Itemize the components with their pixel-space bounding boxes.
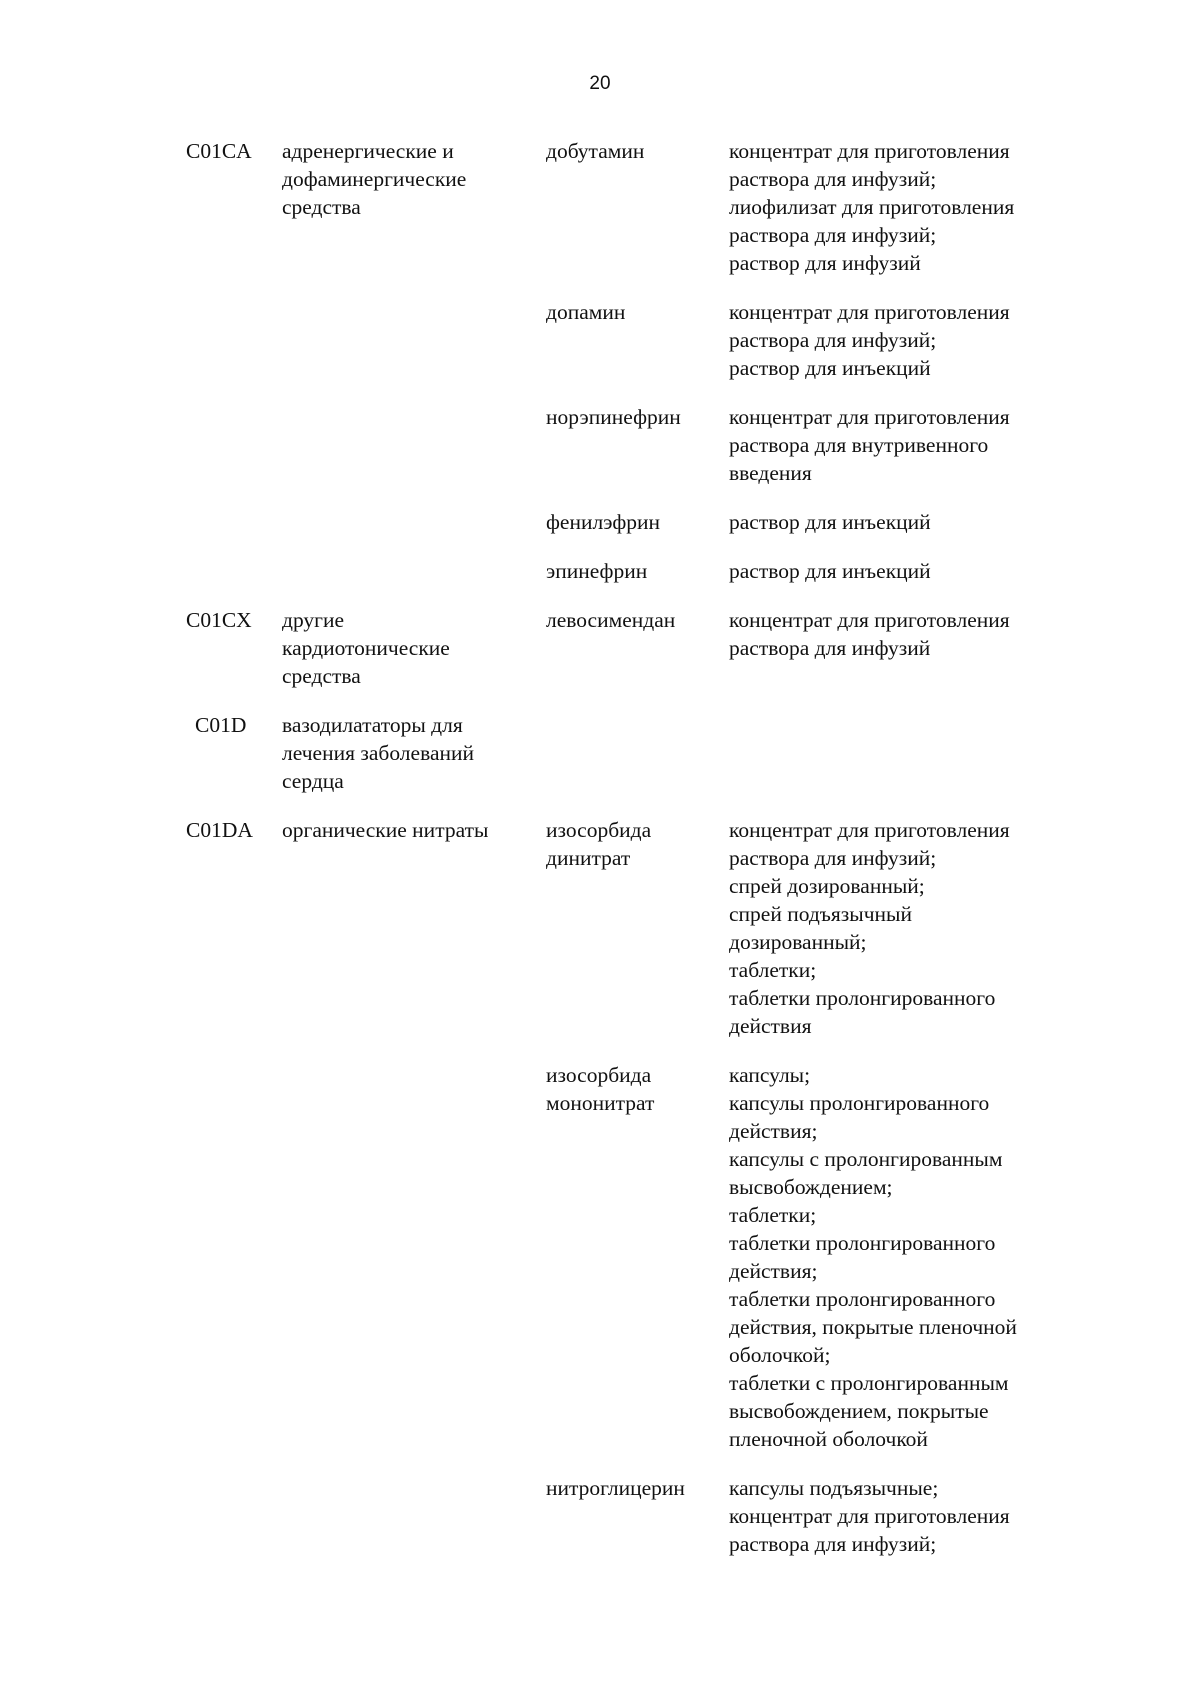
dosage-form-line: действия xyxy=(729,1014,812,1038)
drug-name-line: допамин xyxy=(546,300,626,324)
drug-name-line: норэпинефрин xyxy=(546,405,681,429)
dosage-form-line: спрей подъязычный xyxy=(729,902,913,926)
drug-name xyxy=(546,508,721,536)
table-row xyxy=(0,1061,1200,1453)
table-row xyxy=(0,606,1200,690)
dosage-forms xyxy=(729,137,1059,277)
dosage-form-line: раствор для инъекций xyxy=(729,559,931,583)
dosage-form-line: введения xyxy=(729,461,812,485)
table-row xyxy=(0,711,1200,795)
drug-name-line: фенилэфрин xyxy=(546,510,661,534)
drug-name-line: изосорбида xyxy=(546,1063,652,1087)
table-row xyxy=(0,557,1200,585)
drug-name xyxy=(546,1061,721,1117)
drug-name xyxy=(546,1474,721,1502)
dosage-form-line: действия; xyxy=(729,1259,818,1283)
dosage-form-line: раствора для инфузий; xyxy=(729,328,937,352)
dosage-form-line: капсулы подъязычные; xyxy=(729,1476,939,1500)
dosage-form-line: действия; xyxy=(729,1119,818,1143)
dosage-form-line: концентрат для приготовления xyxy=(729,139,1010,163)
atc-code: C01D xyxy=(195,713,247,737)
group-name-line: адренергические и xyxy=(282,139,454,163)
group-name-line: другие xyxy=(282,608,345,632)
dosage-forms xyxy=(729,557,1059,585)
table-row xyxy=(0,403,1200,487)
dosage-form-line: раствора для инфузий; xyxy=(729,846,937,870)
dosage-forms xyxy=(729,1474,1059,1558)
dosage-form-line: раствора для инфузий xyxy=(729,636,931,660)
dosage-form-line: капсулы; xyxy=(729,1063,811,1087)
drug-name-line: добутамин xyxy=(546,139,645,163)
dosage-form-line: оболочкой; xyxy=(729,1343,831,1367)
group-name-line: средства xyxy=(282,195,361,219)
group-name-line: средства xyxy=(282,664,361,688)
group-name xyxy=(282,606,537,690)
group-name-line: кардиотонические xyxy=(282,636,450,660)
dosage-form-line: концентрат для приготовления xyxy=(729,818,1010,842)
group-name-line: органические нитраты xyxy=(282,818,489,842)
dosage-form-line: концентрат для приготовления xyxy=(729,300,1010,324)
dosage-form-line: раствора для внутривенного xyxy=(729,433,989,457)
atc-code: C01CX xyxy=(186,608,252,632)
dosage-form-line: капсулы с пролонгированным xyxy=(729,1147,1003,1171)
dosage-form-line: таблетки; xyxy=(729,958,817,982)
dosage-form-line: раствора для инфузий; xyxy=(729,1532,937,1556)
atc-code: C01DA xyxy=(186,818,253,842)
table-row xyxy=(0,508,1200,536)
dosage-forms xyxy=(729,1061,1059,1453)
dosage-form-line: высвобождением, покрытые xyxy=(729,1399,989,1423)
dosage-forms xyxy=(729,403,1059,487)
dosage-forms xyxy=(729,606,1059,690)
drug-name-line: мононитрат xyxy=(546,1091,655,1115)
dosage-form-line: таблетки пролонгированного xyxy=(729,1287,996,1311)
drug-name xyxy=(546,557,721,585)
table-row xyxy=(0,298,1200,382)
dosage-form-line: раствор для инъекций xyxy=(729,356,931,380)
table-row xyxy=(0,137,1200,277)
dosage-form-line: спрей дозированный; xyxy=(729,874,925,898)
dosage-form-line: раствор для инфузий xyxy=(729,251,921,275)
group-name xyxy=(282,137,537,221)
dosage-form-spacer xyxy=(729,767,1059,795)
drug-name xyxy=(546,606,721,634)
table-row xyxy=(0,816,1200,1040)
dosage-form-line: дозированный; xyxy=(729,930,867,954)
drug-name xyxy=(546,816,721,872)
dosage-form-line: таблетки; xyxy=(729,1203,817,1227)
dosage-forms xyxy=(729,816,1059,1040)
table-row xyxy=(0,1474,1200,1558)
dosage-form-line: концентрат для приготовления xyxy=(729,405,1010,429)
dosage-form-line: действия, покрытые пленочной xyxy=(729,1315,1017,1339)
drug-name-line: левосимендан xyxy=(546,608,676,632)
dosage-form-line: лиофилизат для приготовления xyxy=(729,195,1015,219)
drug-name-line: эпинефрин xyxy=(546,559,648,583)
drug-name xyxy=(546,298,721,326)
dosage-form-line: раствора для инфузий; xyxy=(729,223,937,247)
group-name xyxy=(282,816,537,844)
drug-name xyxy=(546,403,721,431)
dosage-form-line: таблетки с пролонгированным xyxy=(729,1371,1009,1395)
group-name-line: дофаминергические xyxy=(282,167,467,191)
dosage-form-line: таблетки пролонгированного xyxy=(729,986,996,1010)
atc-code: C01CA xyxy=(186,139,252,163)
dosage-form-line: капсулы пролонгированного xyxy=(729,1091,990,1115)
dosage-form-spacer xyxy=(729,662,1059,690)
dosage-form-line: раствор для инъекций xyxy=(729,510,931,534)
group-name xyxy=(282,711,537,795)
page-number: 20 xyxy=(589,73,611,94)
drug-name-line: изосорбида xyxy=(546,818,652,842)
dosage-forms xyxy=(729,711,1059,795)
dosage-forms xyxy=(729,298,1059,382)
dosage-form-line: пленочной оболочкой xyxy=(729,1427,928,1451)
drug-name xyxy=(546,137,721,165)
group-name-line: лечения заболеваний xyxy=(282,741,475,765)
dosage-form-spacer xyxy=(729,711,1059,739)
dosage-form-line: концентрат для приготовления xyxy=(729,1504,1010,1528)
dosage-form-line: высвобождением; xyxy=(729,1175,893,1199)
drug-table xyxy=(0,137,1200,1579)
drug-name-line: нитроглицерин xyxy=(546,1476,685,1500)
dosage-forms xyxy=(729,508,1059,536)
dosage-form-line: концентрат для приготовления xyxy=(729,608,1010,632)
dosage-form-spacer xyxy=(729,739,1059,767)
dosage-form-line: раствора для инфузий; xyxy=(729,167,937,191)
group-name-line: сердца xyxy=(282,769,344,793)
group-name-line: вазодилататоры для xyxy=(282,713,463,737)
dosage-form-line: таблетки пролонгированного xyxy=(729,1231,996,1255)
drug-name-line: динитрат xyxy=(546,846,631,870)
